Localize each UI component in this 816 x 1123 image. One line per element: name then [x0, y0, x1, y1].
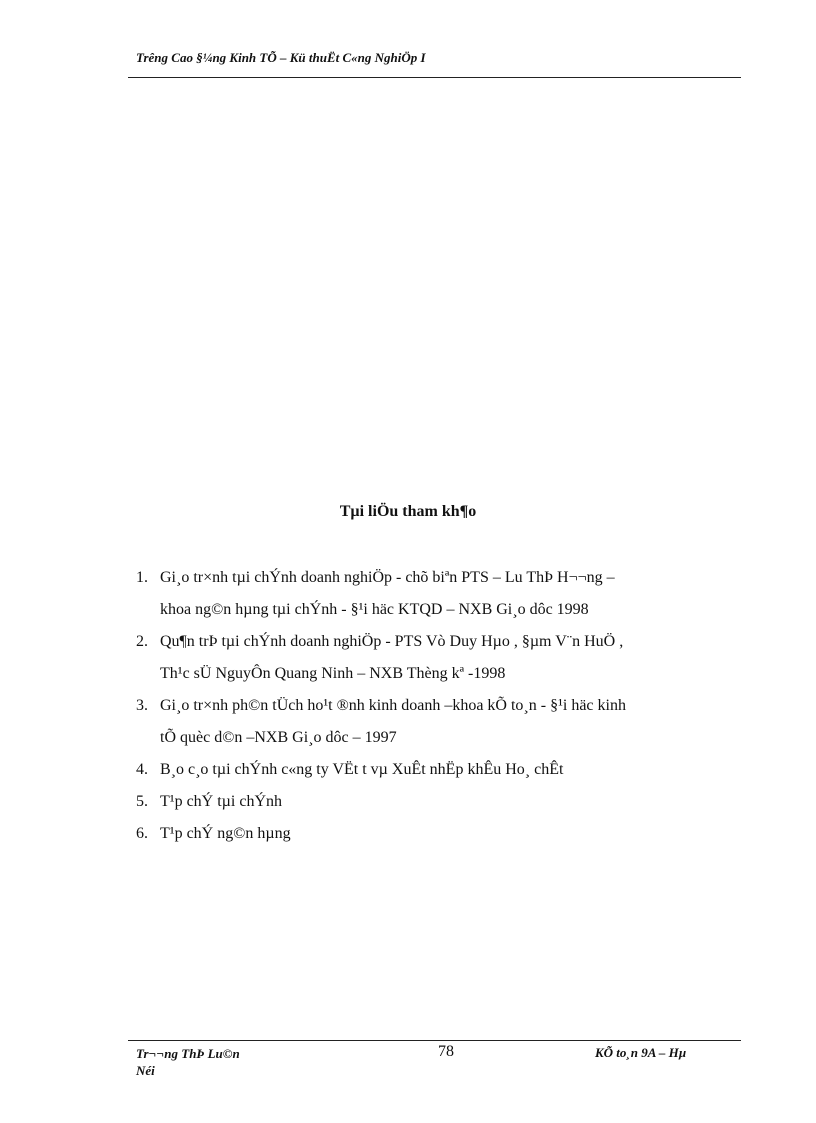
- reference-item: [136, 562, 736, 626]
- reference-item: [136, 786, 736, 818]
- section-title: Tµi liÖu tham kh¶o: [339, 503, 477, 520]
- reference-line: T¹p chÝ ng©n hµng: [160, 825, 291, 842]
- running-header: Trêng Cao §¼ng Kinh TÕ – Kü thuËt C«ng NghiÖp I: [136, 50, 426, 65]
- reference-text: [160, 786, 736, 818]
- header-rule: [128, 77, 741, 78]
- reference-line: Th¹c sÜ NguyÔn Quang Ninh – NXB Thèng kª -1998: [160, 665, 506, 682]
- reference-number: 3.: [136, 697, 148, 714]
- footer-author: [136, 1045, 276, 1079]
- reference-item: [136, 626, 736, 690]
- reference-text: [160, 690, 736, 754]
- reference-text: [160, 626, 736, 690]
- reference-line: khoa ng©n hµng tµi chÝnh - §¹i häc KTQD – NXB Gi¸o dôc 1998: [160, 601, 589, 618]
- page-number: 78: [438, 1043, 454, 1060]
- reference-line: tÕ quèc d©n –NXB Gi¸o dôc – 1997: [160, 729, 397, 746]
- reference-text: [160, 818, 736, 850]
- reference-item: [136, 818, 736, 850]
- reference-list: [136, 562, 736, 850]
- reference-number: 4.: [136, 761, 148, 778]
- reference-line: Gi¸o tr×nh ph©n tÜch ho¹t ®nh kinh doanh –khoa kÕ to¸n - §¹i häc kinh: [160, 697, 626, 714]
- reference-item: [136, 754, 736, 786]
- footer-rule: [128, 1040, 741, 1041]
- reference-number: 5.: [136, 793, 148, 810]
- reference-number: 2.: [136, 633, 148, 650]
- reference-line: Qu¶n trÞ tµi chÝnh doanh nghiÖp - PTS Vò Duy Hµo , §µm V¨n HuÖ ,: [160, 633, 624, 650]
- footer-author-line: Néi: [136, 1063, 155, 1078]
- reference-line: Gi¸o tr×nh tµi chÝnh doanh nghiÖp - chõ biªn PTS – Lu ThÞ H¬¬ng –: [160, 569, 615, 586]
- reference-number: 1.: [136, 569, 148, 586]
- reference-number: 6.: [136, 825, 148, 842]
- reference-line: T¹p chÝ tµi chÝnh: [160, 793, 282, 810]
- reference-text: [160, 754, 736, 786]
- reference-line: B¸o c¸o tµi chÝnh c«ng ty VËt t vµ XuÊt nhËp khÊu Ho¸ chÊt: [160, 761, 564, 778]
- footer-class: KÕ to¸n 9A – Hµ: [595, 1045, 687, 1060]
- footer-author-line: Tr¬¬ng ThÞ Lu©n: [136, 1046, 240, 1061]
- reference-item: [136, 690, 736, 754]
- reference-text: [160, 562, 736, 626]
